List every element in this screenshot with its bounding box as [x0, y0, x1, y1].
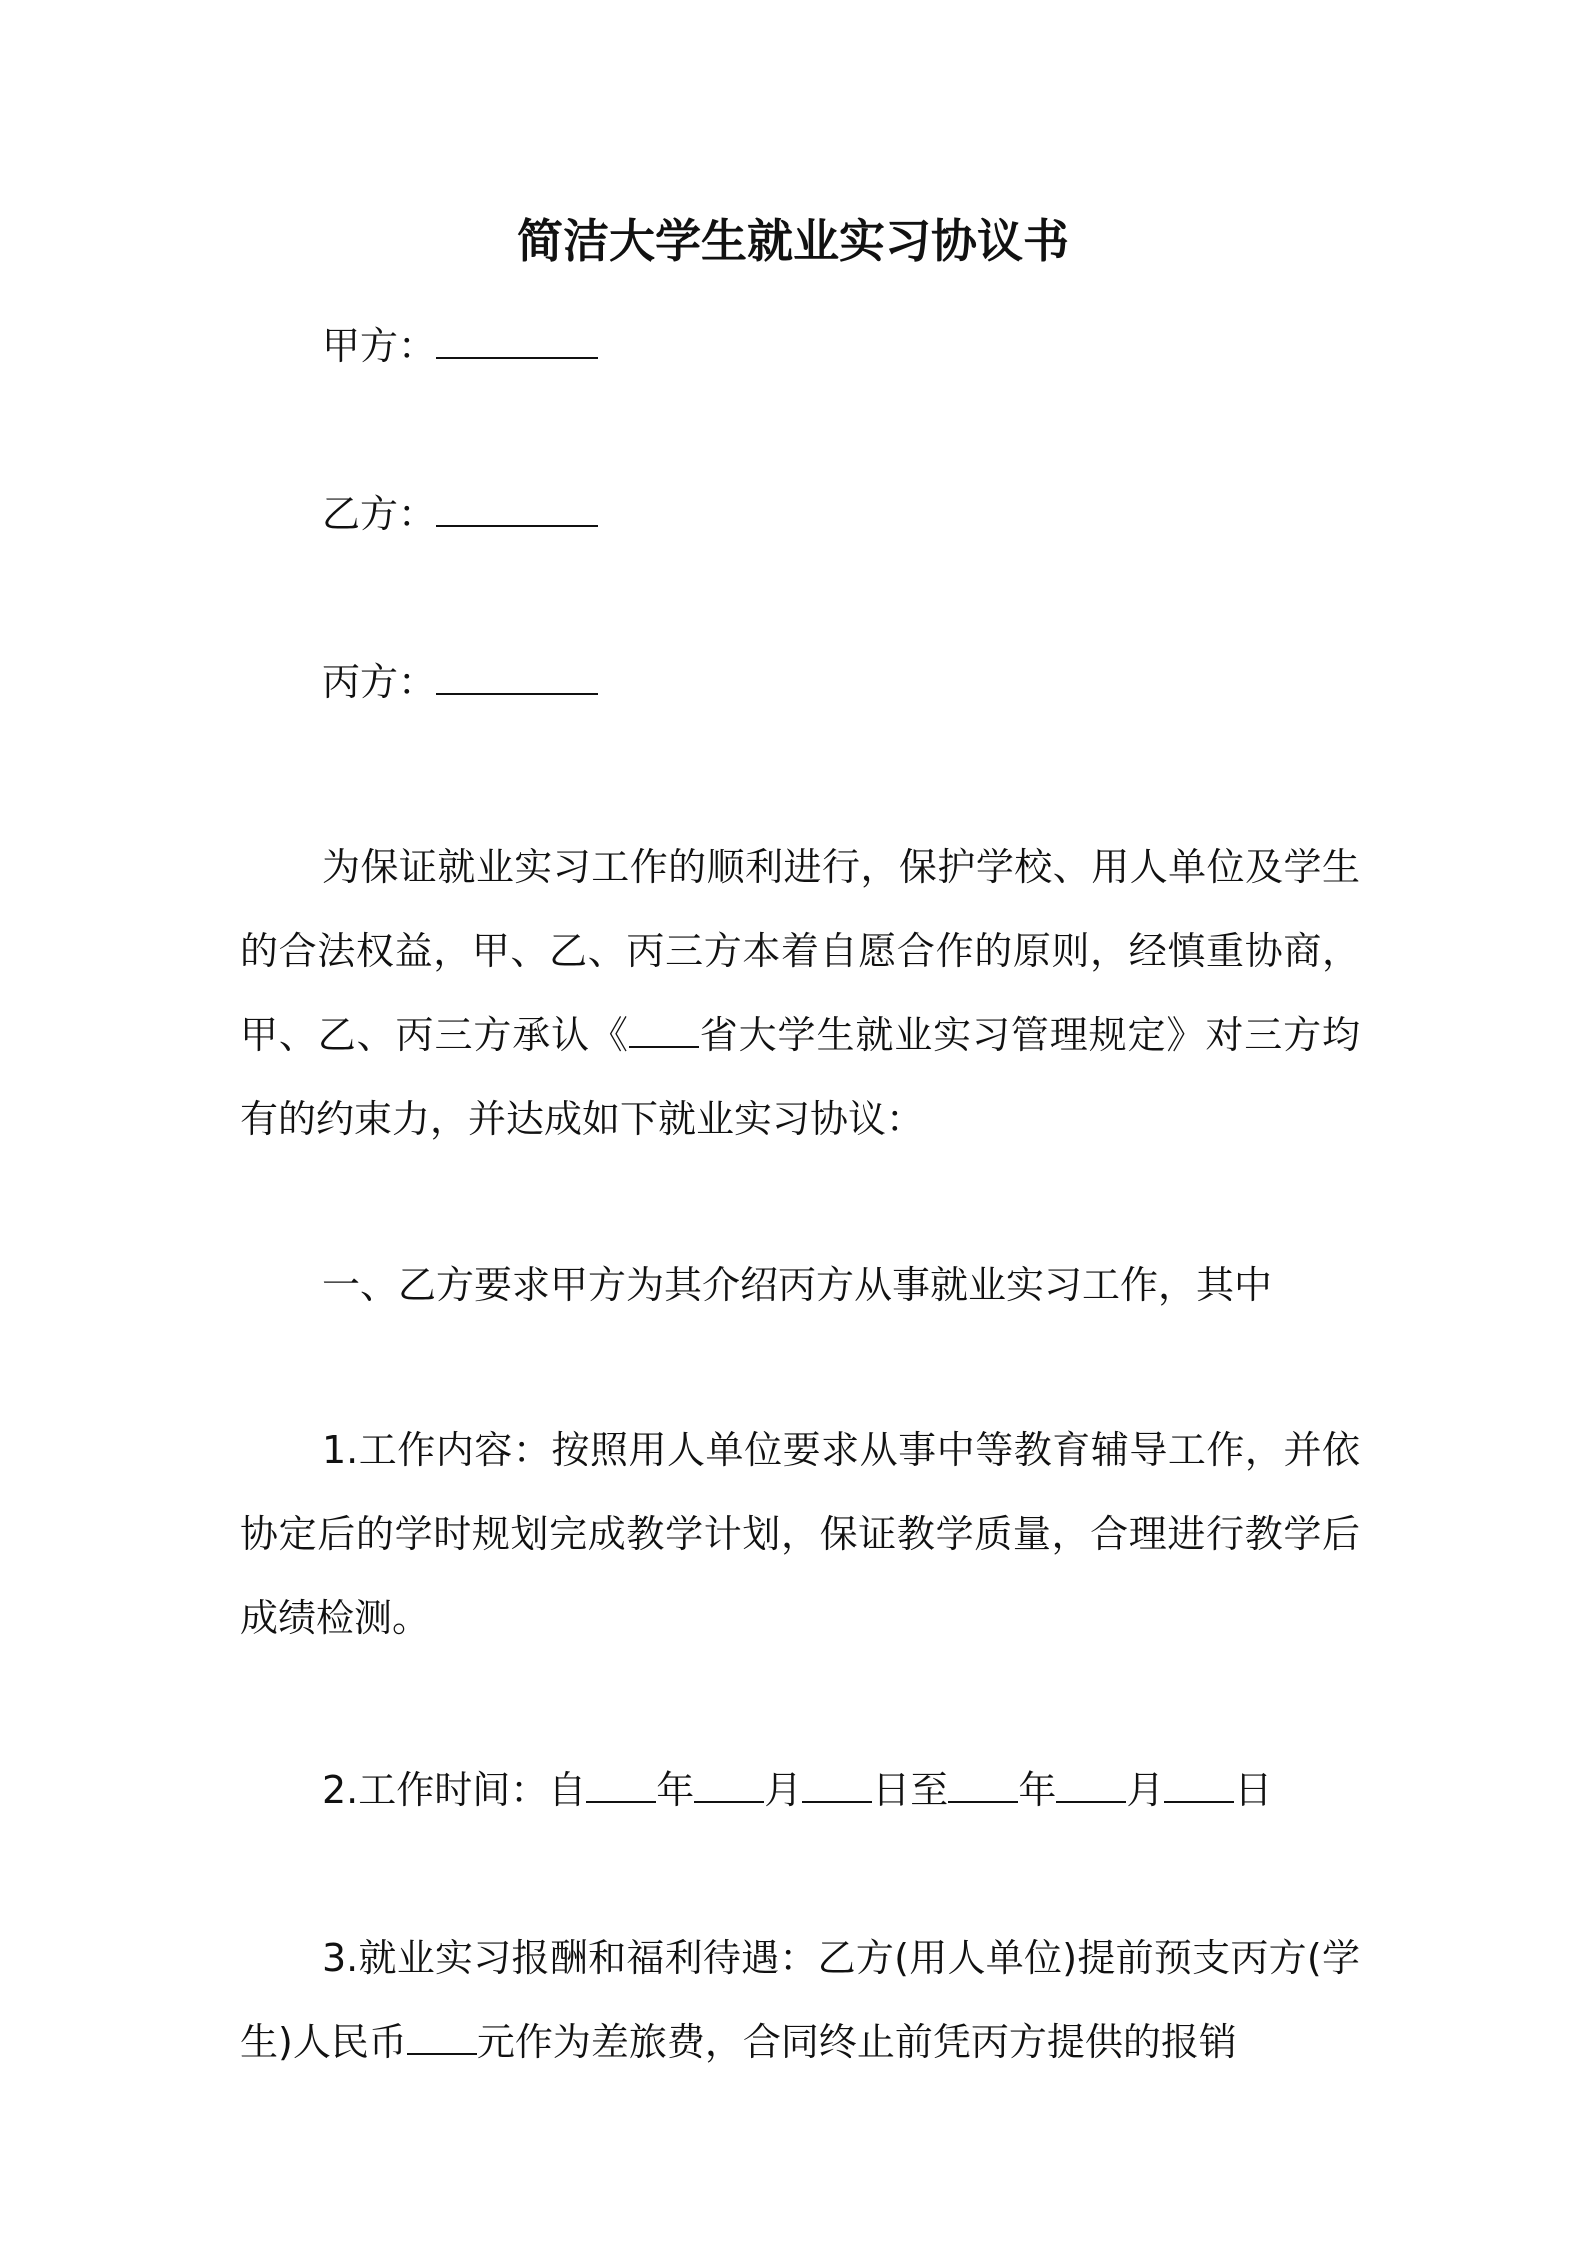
end-month-label: 月 [1126, 1768, 1165, 1812]
item-3-text-2: 元作为差旅费，合同终止前凭丙方提供的报销 [476, 2020, 1237, 2064]
end-year-label: 年 [1018, 1768, 1057, 1812]
month-label: 月 [764, 1768, 803, 1812]
item-3-paragraph [240, 1916, 1360, 2084]
end-day-label: 日 [1234, 1768, 1273, 1812]
start-day-blank[interactable] [802, 1767, 872, 1803]
document-title: 简洁大学生就业实习协议书 [517, 214, 1069, 268]
day-to-label: 日至 [872, 1768, 949, 1812]
end-year-blank[interactable] [948, 1767, 1018, 1803]
party-c-line [322, 653, 598, 709]
travel-fee-blank[interactable] [407, 2019, 477, 2055]
item-3-text-1: 3.就业实习报酬和福利待遇：乙方(用人单位)提前预支丙方(学生)人民币 [240, 1936, 1360, 2064]
province-blank[interactable] [629, 1012, 699, 1048]
party-a-label: 甲方： [322, 324, 437, 368]
party-b-label: 乙方： [322, 492, 437, 536]
intro-text-1: 为保证就业实习工作的顺利进行，保护学校、用人单位及学生的合法权益，甲、乙、丙三方本着自愿合作的原则，经慎重协商，甲、乙、丙三方承认《 [240, 845, 1360, 1057]
start-month-blank[interactable] [694, 1767, 764, 1803]
section-1-heading: 一、乙方要求甲方为其介绍丙方从事就业实习工作，其中 [322, 1263, 1273, 1307]
end-month-blank[interactable] [1056, 1767, 1126, 1803]
intro-paragraph [240, 825, 1360, 1161]
party-a-line [322, 317, 598, 373]
intro-text-2: 省大学生就业实习管理规定》对三方均有的约束力，并达成如下就业实习协议： [240, 1013, 1360, 1141]
party-a-blank[interactable] [436, 317, 598, 359]
item-2-prefix: 2.工作时间：自 [322, 1768, 587, 1812]
start-year-blank[interactable] [586, 1767, 656, 1803]
item-2-line [322, 1762, 1272, 1818]
year-label: 年 [656, 1768, 695, 1812]
item-1-paragraph: 1.工作内容：按照用人单位要求从事中等教育辅导工作，并依协定后的学时规划完成教学计划，保证教学质量，合理进行教学后成绩检测。 [240, 1428, 1360, 1640]
party-b-line [322, 485, 598, 541]
party-b-blank[interactable] [436, 485, 598, 527]
party-c-label: 丙方： [322, 660, 437, 704]
party-c-blank[interactable] [436, 653, 598, 695]
end-day-blank[interactable] [1164, 1767, 1234, 1803]
